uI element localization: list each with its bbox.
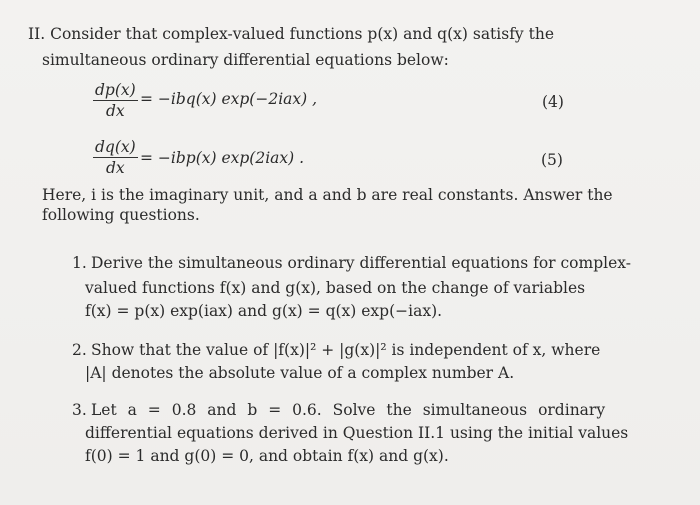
question-3-line-2: differential equations derived in Question II.1 using the initial values	[85, 424, 629, 442]
question-1-line-1: Derive the simultaneous ordinary differential equations for complex-	[91, 254, 631, 272]
note-line-1: Here, i is the imaginary unit, and a and b are real constants. Answer the	[42, 186, 613, 204]
question-3-line-3: f(0) = 1 and g(0) = 0, and obtain f(x) and g(x).	[85, 447, 449, 465]
equation-4-fraction	[93, 80, 138, 121]
question-1-number: 1.	[72, 254, 87, 272]
equation-4-numerator: dp(x)	[95, 81, 136, 99]
note-line-2: following questions.	[42, 206, 200, 224]
intro-line-2: simultaneous ordinary differential equations below:	[42, 51, 449, 69]
question-2-number: 2.	[72, 341, 87, 359]
equation-4-number: (4)	[542, 93, 564, 111]
equation-4-rhs: = −ibq(x) exp(−2iax) ,	[140, 90, 318, 108]
equation-4-denominator: dx	[106, 102, 125, 120]
question-2-line-1: Show that the value of |f(x)|² + |g(x)|² is independent of x, where	[91, 341, 601, 359]
question-1-line-2: valued functions f(x) and g(x), based on the change of variables	[85, 279, 586, 297]
equation-5-numerator: dq(x)	[95, 138, 136, 156]
question-1-line-3: f(x) = p(x) exp(iax) and g(x) = q(x) exp(−iax).	[85, 302, 443, 320]
question-3-line-1: Let a = 0.8 and b = 0.6. Solve the simultaneous ordinary	[91, 401, 606, 419]
equation-5-rhs: = −ibp(x) exp(2iax) .	[140, 149, 305, 167]
equation-5-fraction	[93, 137, 138, 178]
question-2-line-2: |A| denotes the absolute value of a complex number A.	[85, 364, 515, 382]
question-3-number: 3.	[72, 401, 87, 419]
intro-line-1: II. Consider that complex-valued functions p(x) and q(x) satisfy the	[28, 25, 555, 43]
equation-5-denominator: dx	[106, 159, 125, 177]
equation-5-number: (5)	[541, 151, 563, 169]
